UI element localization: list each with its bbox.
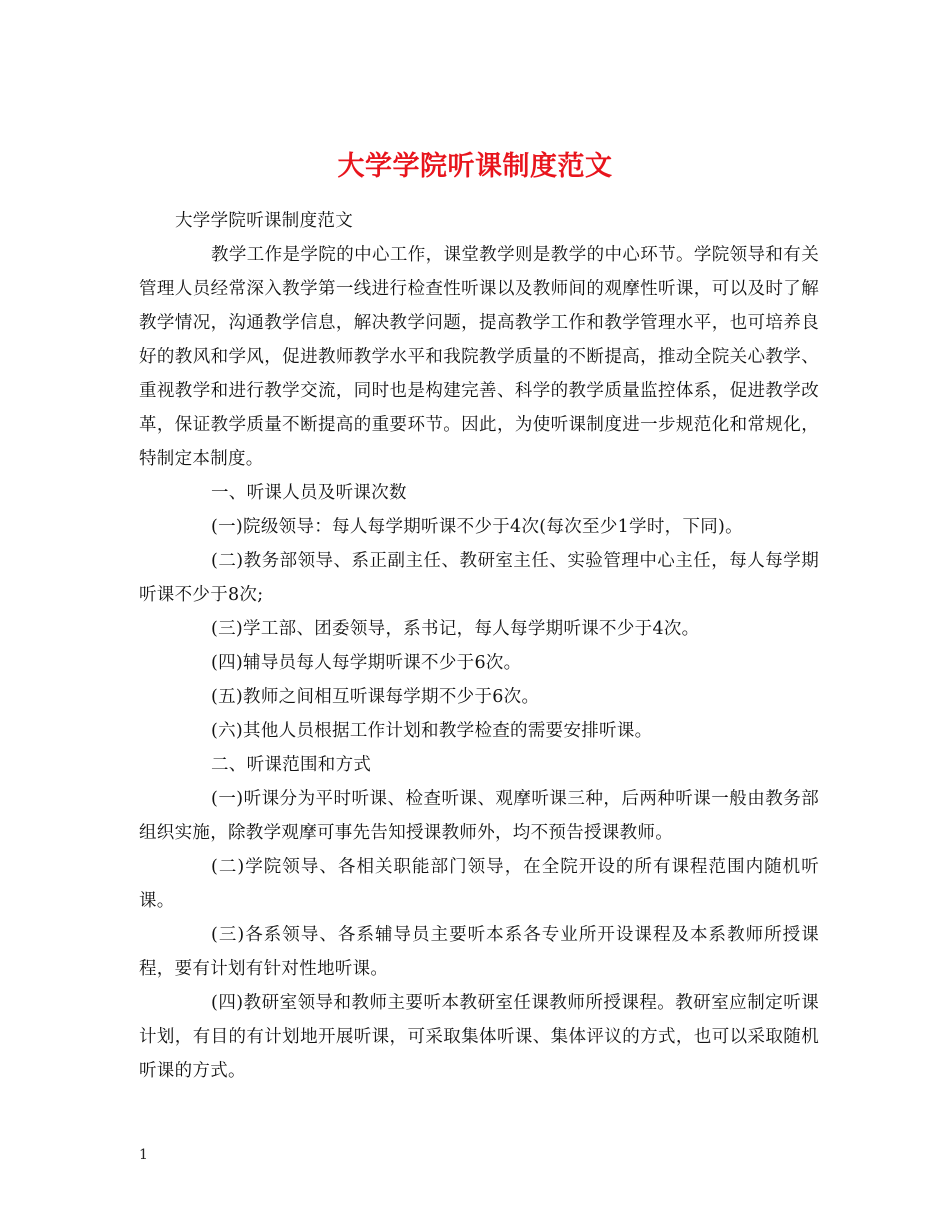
paragraph-intro: 教学工作是学院的中心工作，课堂教学则是教学的中心环节。学院领导和有关管理人员经常深入教学第一线进行检查性听课以及教师间的观摩性听课，可以及时了解教学情况，沟通教学信息，解决教学问题，提高教学工作和教学管理水平，也可培养良好的教风和学风，促进教师教学水平和我院教学质量的不断提高，推动全院关心教学、重视教学和进行教学交流，同时也是构建完善、科学的教学质量监控体系，促进教学改革，保证教学质量不断提高的重要环节。因此，为使听课制度进一步规范化和常规化，特制定本制度。 bbox=[139, 245, 819, 469]
paragraph-item: (二)教务部领导、系正副主任、教研室主任、实验管理中心主任，每人每学期听课不少于8次; bbox=[139, 551, 819, 605]
section-heading-1: 一、听课人员及听课次数 bbox=[211, 483, 407, 503]
paragraph-item: (六)其他人员根据工作计划和教学检查的需要安排听课。 bbox=[211, 721, 653, 741]
paragraph-item: (三)各系领导、各系辅导员主要听本系各专业所开设课程及本系教师所授课程，要有计划有针对性地听课。 bbox=[139, 925, 819, 979]
document-body bbox=[139, 204, 819, 1088]
paragraph-item: (二)学院领导、各相关职能部门领导，在全院开设的所有课程范围内随机听课。 bbox=[139, 857, 819, 911]
paragraph-item: (一)院级领导：每人每学期听课不少于4次(每次至少1学时，下同)。 bbox=[211, 517, 743, 537]
paragraph-item: (四)教研室领导和教师主要听本教研室任课教师所授课程。教研室应制定听课计划，有目的有计划地开展听课，可采取集体听课、集体评议的方式，也可以采取随机听课的方式。 bbox=[139, 993, 819, 1081]
section-heading-2: 二、听课范围和方式 bbox=[211, 755, 372, 775]
paragraph-item: (一)听课分为平时听课、检查听课、观摩听课三种，后两种听课一般由教务部组织实施，除教学观摩可事先告知授课教师外，均不预告授课教师。 bbox=[139, 789, 819, 843]
paragraph-item: (四)辅导员每人每学期听课不少于6次。 bbox=[211, 653, 522, 673]
page-number: 1 bbox=[139, 1147, 148, 1163]
document-label: 大学学院听课制度范文 bbox=[175, 211, 353, 231]
paragraph-item: (五)教师之间相互听课每学期不少于6次。 bbox=[211, 687, 540, 707]
document-title: 大学学院听课制度范文 bbox=[337, 151, 613, 183]
paragraph-item: (三)学工部、团委领导，系书记，每人每学期听课不少于4次。 bbox=[211, 619, 700, 639]
